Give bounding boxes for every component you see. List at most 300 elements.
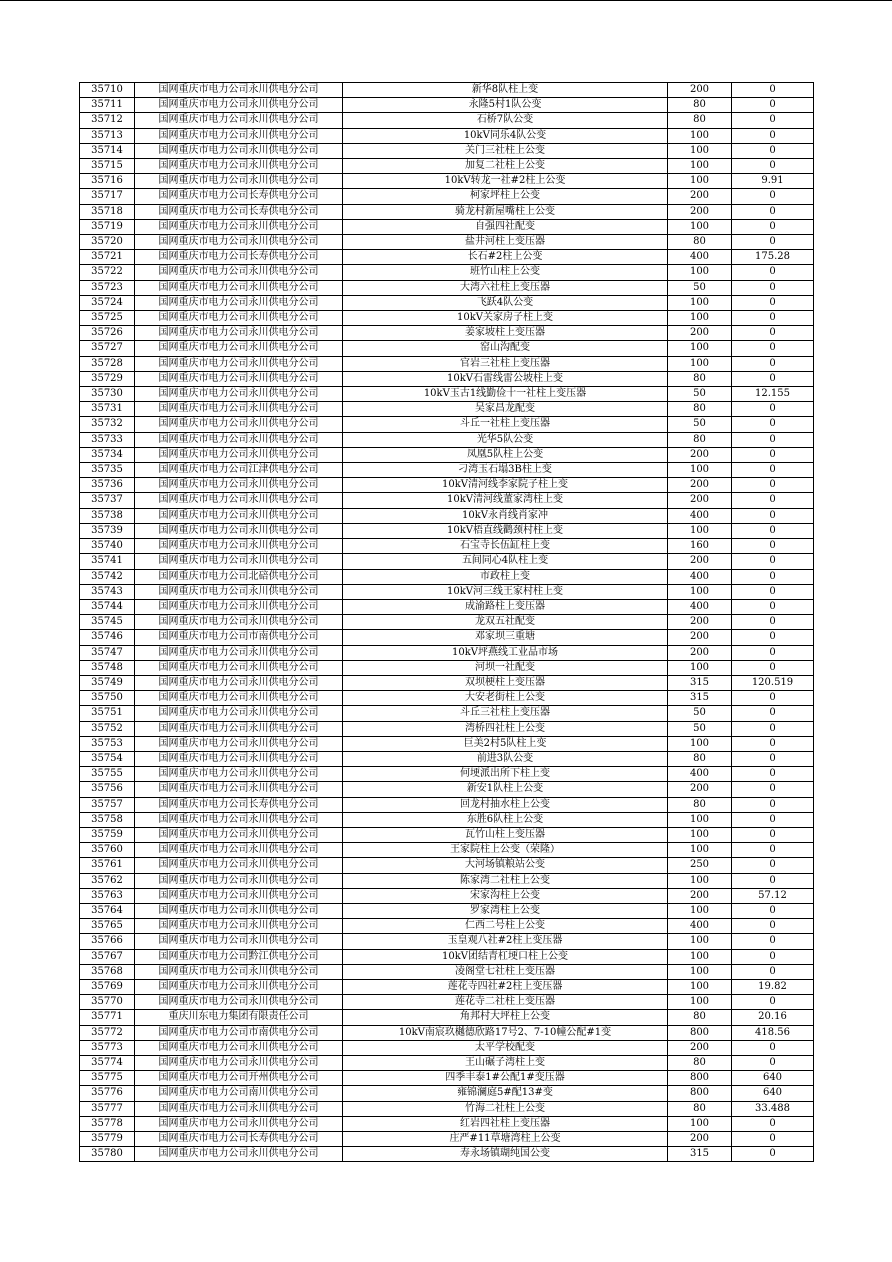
row-id-cell: 35759	[80, 827, 135, 842]
transformer-name-cell: 窑山沟配变	[343, 341, 668, 356]
transformer-name-cell: 10kV玉古1线勤俭十一社柱上变压器	[343, 387, 668, 402]
company-cell: 国网重庆市电力公司永川供电分公司	[135, 675, 343, 690]
table-row	[80, 995, 814, 1010]
transformer-name-cell: 新华8队柱上变	[343, 83, 668, 98]
value-cell: 418.56	[732, 1025, 814, 1040]
value-cell: 0	[732, 493, 814, 508]
value-cell: 0	[732, 341, 814, 356]
table-row	[80, 204, 814, 219]
transformer-name-cell: 石宝寺长伍缸柱上变	[343, 539, 668, 554]
row-id-cell: 35741	[80, 554, 135, 569]
value-cell: 0	[732, 539, 814, 554]
value-cell: 0	[732, 615, 814, 630]
company-cell: 国网重庆市电力公司永川供电分公司	[135, 447, 343, 462]
row-id-cell: 35757	[80, 797, 135, 812]
value-cell: 9.91	[732, 174, 814, 189]
transformer-name-cell: 红岩四社柱上变压器	[343, 1116, 668, 1131]
row-id-cell: 35775	[80, 1071, 135, 1086]
row-id-cell: 35722	[80, 265, 135, 280]
row-id-cell: 35729	[80, 371, 135, 386]
value-cell: 0	[732, 1056, 814, 1071]
table-row	[80, 964, 814, 979]
table-row	[80, 311, 814, 326]
capacity-cell: 100	[668, 934, 732, 949]
row-id-cell: 35755	[80, 767, 135, 782]
transformer-name-cell: 加复二社柱上公变	[343, 159, 668, 174]
capacity-cell: 200	[668, 645, 732, 660]
company-cell: 国网重庆市电力公司长寿供电分公司	[135, 797, 343, 812]
transformer-name-cell: 吴家昌龙配变	[343, 402, 668, 417]
value-cell: 19.82	[732, 979, 814, 994]
table-row	[80, 98, 814, 113]
transformer-name-cell: 大湾六社柱上变压器	[343, 280, 668, 295]
table-row	[80, 432, 814, 447]
row-id-cell: 35774	[80, 1056, 135, 1071]
company-cell: 国网重庆市电力公司永川供电分公司	[135, 995, 343, 1010]
table-row	[80, 736, 814, 751]
capacity-cell: 200	[668, 189, 732, 204]
company-cell: 国网重庆市电力公司长寿供电分公司	[135, 1132, 343, 1147]
value-cell: 20.16	[732, 1010, 814, 1025]
capacity-cell: 160	[668, 539, 732, 554]
company-cell: 国网重庆市电力公司永川供电分公司	[135, 219, 343, 234]
table-row	[80, 843, 814, 858]
transformer-name-cell: 长石#2柱上公变	[343, 250, 668, 265]
transformer-name-cell: 罗家湾柱上公变	[343, 903, 668, 918]
transformer-name-cell: 回龙村抽水柱上公变	[343, 797, 668, 812]
value-cell: 0	[732, 98, 814, 113]
value-cell: 0	[732, 827, 814, 842]
table-row	[80, 903, 814, 918]
capacity-cell: 50	[668, 387, 732, 402]
row-id-cell: 35727	[80, 341, 135, 356]
capacity-cell: 100	[668, 660, 732, 675]
row-id-cell: 35710	[80, 83, 135, 98]
row-id-cell: 35725	[80, 311, 135, 326]
table-row	[80, 402, 814, 417]
transformer-name-cell: 10kV同乐4队公变	[343, 128, 668, 143]
table-row	[80, 508, 814, 523]
capacity-cell: 200	[668, 447, 732, 462]
value-cell: 0	[732, 691, 814, 706]
row-id-cell: 35742	[80, 569, 135, 584]
company-cell: 国网重庆市电力公司永川供电分公司	[135, 888, 343, 903]
value-cell: 0	[732, 326, 814, 341]
row-id-cell: 35728	[80, 356, 135, 371]
value-cell: 0	[732, 919, 814, 934]
row-id-cell: 35716	[80, 174, 135, 189]
row-id-cell: 35779	[80, 1132, 135, 1147]
capacity-cell: 100	[668, 159, 732, 174]
value-cell: 0	[732, 949, 814, 964]
value-cell: 0	[732, 356, 814, 371]
row-id-cell: 35744	[80, 599, 135, 614]
value-cell: 0	[732, 280, 814, 295]
capacity-cell: 100	[668, 463, 732, 478]
company-cell: 国网重庆市电力公司永川供电分公司	[135, 235, 343, 250]
value-cell: 120.519	[732, 675, 814, 690]
transformer-name-cell: 盐井河柱上变压器	[343, 235, 668, 250]
value-cell: 0	[732, 767, 814, 782]
value-cell: 0	[732, 1040, 814, 1055]
transformer-name-cell: 10kV梧直线鹳颈村柱上变	[343, 523, 668, 538]
company-cell: 国网重庆市电力公司永川供电分公司	[135, 371, 343, 386]
capacity-cell: 100	[668, 979, 732, 994]
row-id-cell: 35726	[80, 326, 135, 341]
transformer-name-cell: 斗丘三社柱上变压器	[343, 706, 668, 721]
company-cell: 国网重庆市电力公司永川供电分公司	[135, 174, 343, 189]
capacity-cell: 100	[668, 949, 732, 964]
value-cell: 0	[732, 964, 814, 979]
value-cell: 0	[732, 463, 814, 478]
row-id-cell: 35724	[80, 295, 135, 310]
capacity-cell: 100	[668, 1116, 732, 1131]
value-cell: 0	[732, 508, 814, 523]
company-cell: 国网重庆市电力公司长寿供电分公司	[135, 204, 343, 219]
table-row	[80, 1116, 814, 1131]
value-cell: 0	[732, 584, 814, 599]
table-row	[80, 1040, 814, 1055]
transformer-name-cell: 大安老街柱上公变	[343, 691, 668, 706]
transformer-name-cell: 刁湾玉石塌3B柱上变	[343, 463, 668, 478]
transformer-name-cell: 宋家沟柱上公变	[343, 888, 668, 903]
value-cell: 57.12	[732, 888, 814, 903]
company-cell: 国网重庆市电力公司永川供电分公司	[135, 903, 343, 918]
value-cell: 0	[732, 782, 814, 797]
capacity-cell: 315	[668, 675, 732, 690]
capacity-cell: 100	[668, 995, 732, 1010]
company-cell: 国网重庆市电力公司永川供电分公司	[135, 721, 343, 736]
table-row	[80, 417, 814, 432]
row-id-cell: 35719	[80, 219, 135, 234]
row-id-cell: 35715	[80, 159, 135, 174]
capacity-cell: 50	[668, 280, 732, 295]
transformer-name-cell: 瓦竹山柱上变压器	[343, 827, 668, 842]
capacity-cell: 200	[668, 782, 732, 797]
table-row	[80, 858, 814, 873]
company-cell: 国网重庆市电力公司永川供电分公司	[135, 387, 343, 402]
transformer-name-cell: 玉皇观八社#2柱上变压器	[343, 934, 668, 949]
transformer-name-cell: 竹海二社柱上公变	[343, 1101, 668, 1116]
capacity-cell: 200	[668, 493, 732, 508]
value-cell: 0	[732, 128, 814, 143]
company-cell: 国网重庆市电力公司永川供电分公司	[135, 143, 343, 158]
table-row	[80, 827, 814, 842]
company-cell: 国网重庆市电力公司永川供电分公司	[135, 1116, 343, 1131]
table-row	[80, 979, 814, 994]
row-id-cell: 35734	[80, 447, 135, 462]
capacity-cell: 80	[668, 751, 732, 766]
company-cell: 国网重庆市电力公司永川供电分公司	[135, 83, 343, 98]
capacity-cell: 800	[668, 1071, 732, 1086]
transformer-name-cell: 斗丘一社柱上变压器	[343, 417, 668, 432]
row-id-cell: 35713	[80, 128, 135, 143]
company-cell: 国网重庆市电力公司永川供电分公司	[135, 113, 343, 128]
company-cell: 国网重庆市电力公司永川供电分公司	[135, 417, 343, 432]
transformer-name-cell: 班竹山柱上公变	[343, 265, 668, 280]
transformer-name-cell: 10kV石雷线雷公坡柱上变	[343, 371, 668, 386]
transformer-name-cell: 凌阁堂七社柱上变压器	[343, 964, 668, 979]
capacity-cell: 400	[668, 569, 732, 584]
company-cell: 国网重庆市电力公司市南供电分公司	[135, 630, 343, 645]
capacity-cell: 50	[668, 721, 732, 736]
table-row	[80, 949, 814, 964]
value-cell: 0	[732, 751, 814, 766]
row-id-cell: 35718	[80, 204, 135, 219]
capacity-cell: 50	[668, 417, 732, 432]
table-row	[80, 584, 814, 599]
capacity-cell: 100	[668, 903, 732, 918]
value-cell: 0	[732, 706, 814, 721]
table-row	[80, 1147, 814, 1162]
value-cell: 175.28	[732, 250, 814, 265]
transformer-name-cell: 10kV关家房子柱上变	[343, 311, 668, 326]
row-id-cell: 35764	[80, 903, 135, 918]
capacity-cell: 100	[668, 295, 732, 310]
table-row	[80, 1071, 814, 1086]
transformer-name-cell: 光华5队公变	[343, 432, 668, 447]
capacity-cell: 100	[668, 128, 732, 143]
value-cell: 0	[732, 219, 814, 234]
table-row	[80, 691, 814, 706]
capacity-cell: 80	[668, 1056, 732, 1071]
company-cell: 国网重庆市电力公司永川供电分公司	[135, 964, 343, 979]
transformer-name-cell: 莲花寺四社#2柱上变压器	[343, 979, 668, 994]
table-row	[80, 1101, 814, 1116]
transformer-name-cell: 市政柱上变	[343, 569, 668, 584]
capacity-cell: 200	[668, 554, 732, 569]
company-cell: 国网重庆市电力公司永川供电分公司	[135, 706, 343, 721]
row-id-cell: 35743	[80, 584, 135, 599]
row-id-cell: 35762	[80, 873, 135, 888]
value-cell: 0	[732, 797, 814, 812]
row-id-cell: 35758	[80, 812, 135, 827]
transformer-name-cell: 邓家坝三重塘	[343, 630, 668, 645]
company-cell: 国网重庆市电力公司江津供电分公司	[135, 463, 343, 478]
company-cell: 国网重庆市电力公司永川供电分公司	[135, 645, 343, 660]
table-row	[80, 478, 814, 493]
table-row	[80, 599, 814, 614]
row-id-cell: 35765	[80, 919, 135, 934]
table-row	[80, 1056, 814, 1071]
transformer-name-cell: 四季丰泰1#公配1#变压器	[343, 1071, 668, 1086]
table-row	[80, 83, 814, 98]
row-id-cell: 35756	[80, 782, 135, 797]
capacity-cell: 400	[668, 599, 732, 614]
table-row	[80, 675, 814, 690]
table-row	[80, 371, 814, 386]
row-id-cell: 35740	[80, 539, 135, 554]
capacity-cell: 100	[668, 311, 732, 326]
transformer-name-cell: 龙双五社配变	[343, 615, 668, 630]
value-cell: 0	[732, 432, 814, 447]
capacity-cell: 100	[668, 219, 732, 234]
table-row	[80, 189, 814, 204]
company-cell: 国网重庆市电力公司永川供电分公司	[135, 98, 343, 113]
company-cell: 国网重庆市电力公司永川供电分公司	[135, 159, 343, 174]
row-id-cell: 35717	[80, 189, 135, 204]
capacity-cell: 200	[668, 630, 732, 645]
value-cell: 640	[732, 1086, 814, 1101]
table-row	[80, 812, 814, 827]
table-row	[80, 295, 814, 310]
row-id-cell: 35770	[80, 995, 135, 1010]
value-cell: 0	[732, 645, 814, 660]
company-cell: 国网重庆市电力公司永川供电分公司	[135, 660, 343, 675]
value-cell: 0	[732, 1116, 814, 1131]
row-id-cell: 35753	[80, 736, 135, 751]
table-row	[80, 523, 814, 538]
row-id-cell: 35733	[80, 432, 135, 447]
value-cell: 0	[732, 189, 814, 204]
row-id-cell: 35760	[80, 843, 135, 858]
company-cell: 国网重庆市电力公司市南供电分公司	[135, 1025, 343, 1040]
transformer-name-cell: 10kV团结青杠埂口柱上公变	[343, 949, 668, 964]
capacity-cell: 100	[668, 356, 732, 371]
table-row	[80, 447, 814, 462]
value-cell: 0	[732, 554, 814, 569]
value-cell: 0	[732, 478, 814, 493]
value-cell: 0	[732, 995, 814, 1010]
transformer-name-cell: 寿永场镇瑚纯国公变	[343, 1147, 668, 1162]
capacity-cell: 400	[668, 508, 732, 523]
capacity-cell: 200	[668, 204, 732, 219]
company-cell: 国网重庆市电力公司永川供电分公司	[135, 523, 343, 538]
value-cell: 0	[732, 736, 814, 751]
table-row	[80, 159, 814, 174]
row-id-cell: 35739	[80, 523, 135, 538]
table-row	[80, 873, 814, 888]
company-cell: 国网重庆市电力公司永川供电分公司	[135, 356, 343, 371]
table-body	[80, 83, 814, 1162]
table-row	[80, 280, 814, 295]
transformer-name-cell: 10kV转龙一社#2柱上公变	[343, 174, 668, 189]
row-id-cell: 35766	[80, 934, 135, 949]
table-row	[80, 797, 814, 812]
value-cell: 0	[732, 873, 814, 888]
capacity-cell: 400	[668, 919, 732, 934]
row-id-cell: 35736	[80, 478, 135, 493]
row-id-cell: 35752	[80, 721, 135, 736]
value-cell: 0	[732, 812, 814, 827]
capacity-cell: 800	[668, 1025, 732, 1040]
row-id-cell: 35735	[80, 463, 135, 478]
company-cell: 国网重庆市电力公司永川供电分公司	[135, 1101, 343, 1116]
capacity-cell: 100	[668, 341, 732, 356]
transformer-name-cell: 双坝梗柱上变压器	[343, 675, 668, 690]
row-id-cell: 35778	[80, 1116, 135, 1131]
table-row	[80, 128, 814, 143]
capacity-cell: 100	[668, 174, 732, 189]
table-row	[80, 1010, 814, 1025]
capacity-cell: 250	[668, 858, 732, 873]
row-id-cell: 35767	[80, 949, 135, 964]
row-id-cell: 35750	[80, 691, 135, 706]
value-cell: 0	[732, 569, 814, 584]
transformer-name-cell: 大河场镇粮站公变	[343, 858, 668, 873]
capacity-cell: 80	[668, 98, 732, 113]
value-cell: 0	[732, 934, 814, 949]
company-cell: 国网重庆市电力公司北碚供电分公司	[135, 569, 343, 584]
table-row	[80, 463, 814, 478]
transformer-name-cell: 陈家湾二社柱上公变	[343, 873, 668, 888]
company-cell: 国网重庆市电力公司永川供电分公司	[135, 341, 343, 356]
capacity-cell: 100	[668, 584, 732, 599]
row-id-cell: 35768	[80, 964, 135, 979]
row-id-cell: 35730	[80, 387, 135, 402]
company-cell: 国网重庆市电力公司永川供电分公司	[135, 265, 343, 280]
transformer-name-cell: 关门三社柱上公变	[343, 143, 668, 158]
capacity-cell: 80	[668, 371, 732, 386]
table-row	[80, 888, 814, 903]
page-top-rule	[0, 0, 892, 1]
row-id-cell: 35747	[80, 645, 135, 660]
capacity-cell: 80	[668, 402, 732, 417]
transformer-name-cell: 湾桥四社柱上公变	[343, 721, 668, 736]
transformer-name-cell: 石桥7队公变	[343, 113, 668, 128]
table-row	[80, 919, 814, 934]
row-id-cell: 35763	[80, 888, 135, 903]
transformer-name-cell: 角邦村大坪柱上公变	[343, 1010, 668, 1025]
table-row	[80, 706, 814, 721]
capacity-cell: 80	[668, 1101, 732, 1116]
table-row	[80, 174, 814, 189]
transformer-name-cell: 姜家坡柱上变压器	[343, 326, 668, 341]
value-cell: 0	[732, 630, 814, 645]
transformer-table	[79, 82, 814, 1162]
value-cell: 0	[732, 523, 814, 538]
capacity-cell: 100	[668, 873, 732, 888]
row-id-cell: 35754	[80, 751, 135, 766]
capacity-cell: 200	[668, 1040, 732, 1055]
company-cell: 国网重庆市电力公司永川供电分公司	[135, 584, 343, 599]
row-id-cell: 35773	[80, 1040, 135, 1055]
transformer-name-cell: 自强四社配变	[343, 219, 668, 234]
table-row	[80, 1132, 814, 1147]
value-cell: 0	[732, 311, 814, 326]
company-cell: 国网重庆市电力公司永川供电分公司	[135, 554, 343, 569]
transformer-name-cell: 雍锦澜庭5#配13#变	[343, 1086, 668, 1101]
row-id-cell: 35749	[80, 675, 135, 690]
transformer-name-cell: 王家院柱上公变（荣隆）	[343, 843, 668, 858]
company-cell: 国网重庆市电力公司永川供电分公司	[135, 1056, 343, 1071]
company-cell: 国网重庆市电力公司永川供电分公司	[135, 539, 343, 554]
transformer-name-cell: 凤凰5队柱上公变	[343, 447, 668, 462]
capacity-cell: 80	[668, 432, 732, 447]
table-row	[80, 645, 814, 660]
capacity-cell: 315	[668, 1147, 732, 1162]
row-id-cell: 35720	[80, 235, 135, 250]
company-cell: 国网重庆市电力公司永川供电分公司	[135, 493, 343, 508]
table-row	[80, 615, 814, 630]
row-id-cell: 35746	[80, 630, 135, 645]
capacity-cell: 200	[668, 1132, 732, 1147]
table-row	[80, 630, 814, 645]
company-cell: 国网重庆市电力公司永川供电分公司	[135, 843, 343, 858]
company-cell: 国网重庆市电力公司永川供电分公司	[135, 311, 343, 326]
row-id-cell: 35712	[80, 113, 135, 128]
transformer-name-cell: 何埂派出所下柱上变	[343, 767, 668, 782]
company-cell: 国网重庆市电力公司永川供电分公司	[135, 767, 343, 782]
transformer-name-cell: 莲花寺二社柱上变压器	[343, 995, 668, 1010]
table-row	[80, 143, 814, 158]
value-cell: 0	[732, 113, 814, 128]
value-cell: 0	[732, 204, 814, 219]
value-cell: 0	[732, 447, 814, 462]
transformer-name-cell: 10kV河三线王家村柱上变	[343, 584, 668, 599]
transformer-name-cell: 河坝一社配变	[343, 660, 668, 675]
value-cell: 0	[732, 143, 814, 158]
